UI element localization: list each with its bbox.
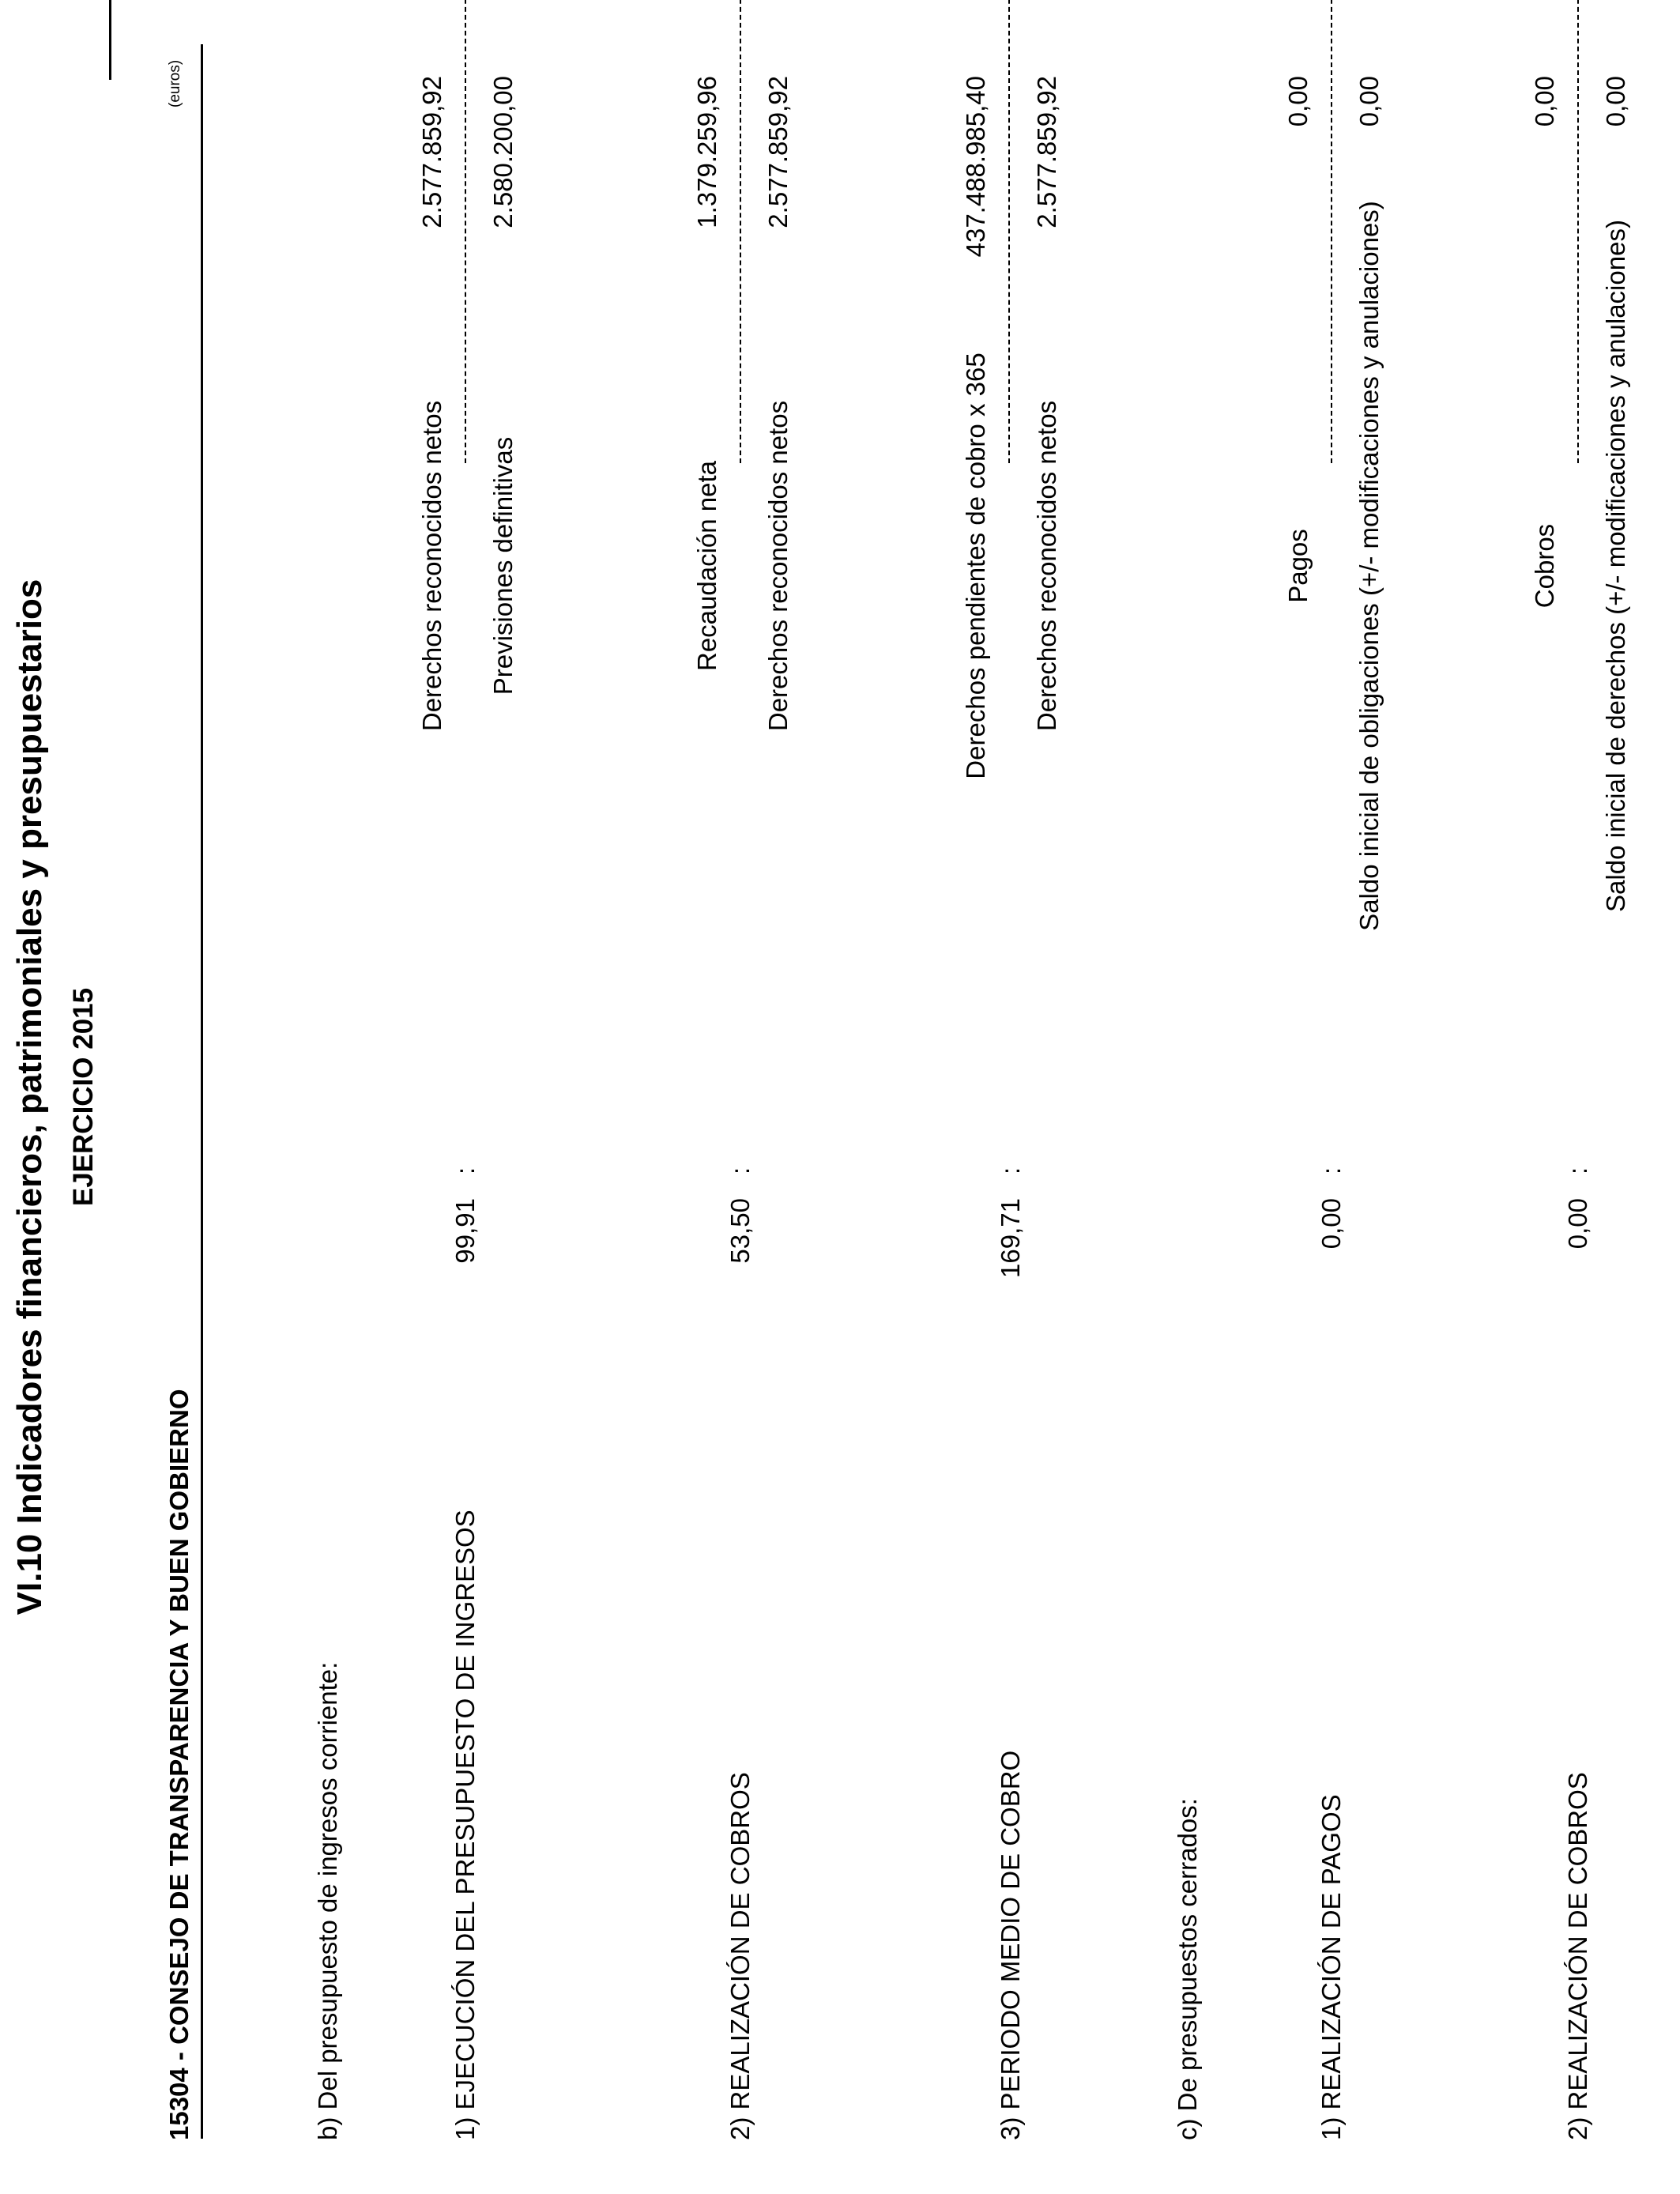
- ratio-denominator: Derechos reconocidos netos: [763, 400, 793, 732]
- ratio-numerator: Derechos pendientes de cobro x 365: [961, 352, 990, 779]
- ratio-denominator: Derechos reconocidos netos: [1032, 400, 1061, 732]
- header-rule-right: [201, 44, 203, 2139]
- indicator-label: 2) REALIZACIÓN DE COBROS: [1563, 1772, 1592, 2140]
- numerator-amount: 2.577.859,92: [417, 76, 446, 228]
- fraction-line: [740, 0, 741, 463]
- indicator-label: 1) EJECUCIÓN DEL PRESUPUESTO DE INGRESOS: [450, 1510, 480, 2140]
- indicator-colon: :: [1317, 1167, 1346, 1174]
- entity-name: 15304 - CONSEJO DE TRANSPARENCIA Y BUEN GOBIERNO: [164, 1389, 194, 2140]
- numerator-amount: 0,00: [1530, 76, 1559, 127]
- ratio-numerator: Recaudación neta: [692, 460, 721, 672]
- denominator-amount: 2.580.200,00: [488, 76, 518, 228]
- numerator-amount: 1.379.259,96: [692, 76, 721, 228]
- units-label: (euros): [167, 59, 183, 107]
- page-subtitle: EJERCICIO 2015: [68, 987, 99, 1207]
- ratio-denominator: Previsiones definitivas: [488, 436, 518, 696]
- ratio-numerator: Cobros: [1530, 523, 1559, 609]
- indicator-value: 0,00: [1563, 1198, 1592, 1250]
- indicator-colon: :: [450, 1167, 480, 1174]
- numerator-amount: 0,00: [1283, 76, 1313, 127]
- indicator-colon: :: [996, 1167, 1025, 1174]
- indicator-colon: :: [1563, 1167, 1592, 1174]
- header-rule-left: [109, 0, 111, 80]
- indicator-value: 53,50: [725, 1198, 755, 1264]
- indicator-label: 2) REALIZACIÓN DE COBROS: [725, 1772, 755, 2140]
- ratio-numerator: Derechos reconocidos netos: [417, 400, 446, 732]
- ratio-numerator: Pagos: [1283, 529, 1313, 603]
- numerator-amount: 437.488.985,40: [961, 76, 990, 258]
- page-title: VI.10 Indicadores financieros, patrimoniales y presupuestarios: [10, 579, 49, 1615]
- indicator-label: 1) REALIZACIÓN DE PAGOS: [1317, 1794, 1346, 2140]
- fraction-line: [1008, 0, 1010, 463]
- fraction-line: [465, 0, 466, 463]
- indicator-value: 0,00: [1317, 1198, 1346, 1250]
- denominator-amount: 0,00: [1354, 76, 1384, 127]
- section-heading-closed-budgets: c) De presupuestos cerrados:: [1173, 1798, 1202, 2140]
- fraction-line: [1331, 0, 1332, 463]
- denominator-amount: 2.577.859,92: [1032, 76, 1061, 228]
- fraction-line: [1577, 0, 1579, 463]
- indicator-value: 169,71: [996, 1198, 1025, 1278]
- ratio-denominator: Saldo inicial de obligaciones (+/- modificaciones y anulaciones): [1354, 201, 1384, 931]
- indicator-value: 99,91: [450, 1198, 480, 1264]
- denominator-amount: 0,00: [1601, 76, 1630, 127]
- indicator-label: 3) PERIODO MEDIO DE COBRO: [996, 1750, 1025, 2140]
- section-heading-current-budget: b) Del presupuesto de ingresos corriente:: [313, 1661, 342, 2140]
- denominator-amount: 2.577.859,92: [763, 76, 793, 228]
- indicator-colon: :: [725, 1167, 755, 1174]
- ratio-denominator: Saldo inicial de derechos (+/- modificaciones y anulaciones): [1601, 220, 1630, 912]
